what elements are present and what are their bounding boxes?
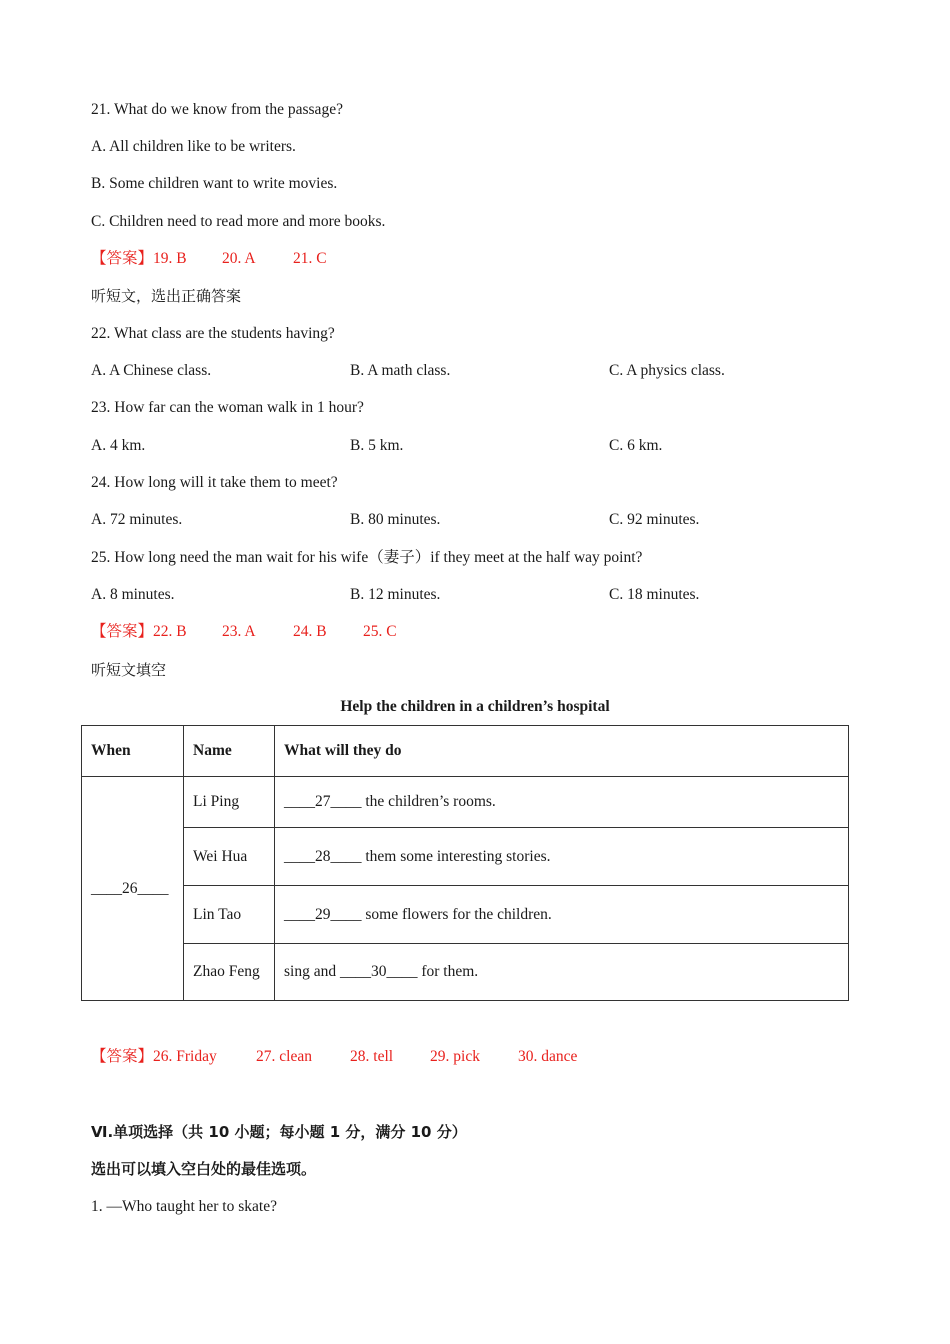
section-6-instruction: 选出可以填入空白处的最佳选项。 [91,1160,317,1178]
answer-item: 22. B [153,623,187,640]
header-when: When [82,726,184,777]
table-title: Help the children in a children’s hospital [340,698,610,715]
answer-item: 30. dance [518,1048,578,1065]
table-row [82,777,849,828]
question-23-stem: 23. How far can the woman walk in 1 hour? [91,399,364,416]
answer-item: 21. C [293,250,327,267]
section-6-question-1: 1. —Who taught her to skate? [91,1198,277,1215]
section-heading-listen-fill: 听短文填空 [91,661,167,679]
answer-item: 26. Friday [153,1048,217,1065]
question-25-option-c: C. 18 minutes. [609,586,700,603]
question-25-option-b: B. 12 minutes. [350,586,441,603]
question-23-option-c: C. 6 km. [609,437,663,454]
question-21-option-a: A. All children like to be writers. [91,138,296,155]
task-cell: ____27____ the children’s rooms. [275,777,849,828]
question-25-stem: 25. How long need the man wait for his wife（妻子）if they meet at the half way point? [91,549,643,566]
answer-label: 【答案】 [91,250,154,267]
header-name: Name [184,726,275,777]
table-row [82,886,849,944]
answer-line-19-21 [91,249,327,269]
table-header-row [82,726,849,777]
answer-item: 24. B [293,623,327,640]
question-23-option-b: B. 5 km. [350,437,404,454]
question-22-option-b: B. A math class. [350,362,451,379]
name-cell: Zhao Feng [184,944,275,1001]
when-blank-cell: ____26____ [82,777,184,1001]
answer-line-22-25 [91,622,397,642]
task-cell: sing and ____30____ for them. [275,944,849,1001]
table-row [82,828,849,886]
answer-item: 28. tell [350,1048,394,1065]
answer-item: 29. pick [430,1048,480,1065]
question-24-option-c: C. 92 minutes. [609,511,700,528]
question-24-stem: 24. How long will it take them to meet? [91,474,338,491]
table-row [82,944,849,1001]
question-24-option-b: B. 80 minutes. [350,511,441,528]
section-heading-listen-choose: 听短文，选出正确答案 [91,287,242,305]
answer-label: 【答案】 [91,623,154,640]
answer-item: 25. C [363,623,397,640]
question-22-stem: 22. What class are the students having? [91,325,335,342]
answer-item: 23. A [222,623,256,640]
question-23-option-a: A. 4 km. [91,437,146,454]
question-24-option-a: A. 72 minutes. [91,511,183,528]
name-cell: Lin Tao [184,886,275,944]
answer-label: 【答案】 [91,1048,154,1065]
question-22-option-c: C. A physics class. [609,362,725,379]
answer-item: 20. A [222,250,256,267]
name-cell: Li Ping [184,777,275,828]
answer-item: 19. B [153,250,187,267]
question-25-option-a: A. 8 minutes. [91,586,175,603]
answer-line-26-30 [91,1047,577,1067]
task-cell: ____29____ some flowers for the children. [275,886,849,944]
section-6-title: Ⅵ.单项选择（共 10 小题；每小题 1 分，满分 10 分） [91,1123,467,1141]
answer-item: 27. clean [256,1048,312,1065]
question-21-option-c: C. Children need to read more and more books. [91,213,386,230]
task-cell: ____28____ them some interesting stories. [275,828,849,886]
question-22-option-a: A. A Chinese class. [91,362,212,379]
info-table [81,725,849,1001]
header-what: What will they do [275,726,849,777]
question-21-stem: 21. What do we know from the passage? [91,101,343,118]
name-cell: Wei Hua [184,828,275,886]
question-21-option-b: B. Some children want to write movies. [91,175,338,192]
